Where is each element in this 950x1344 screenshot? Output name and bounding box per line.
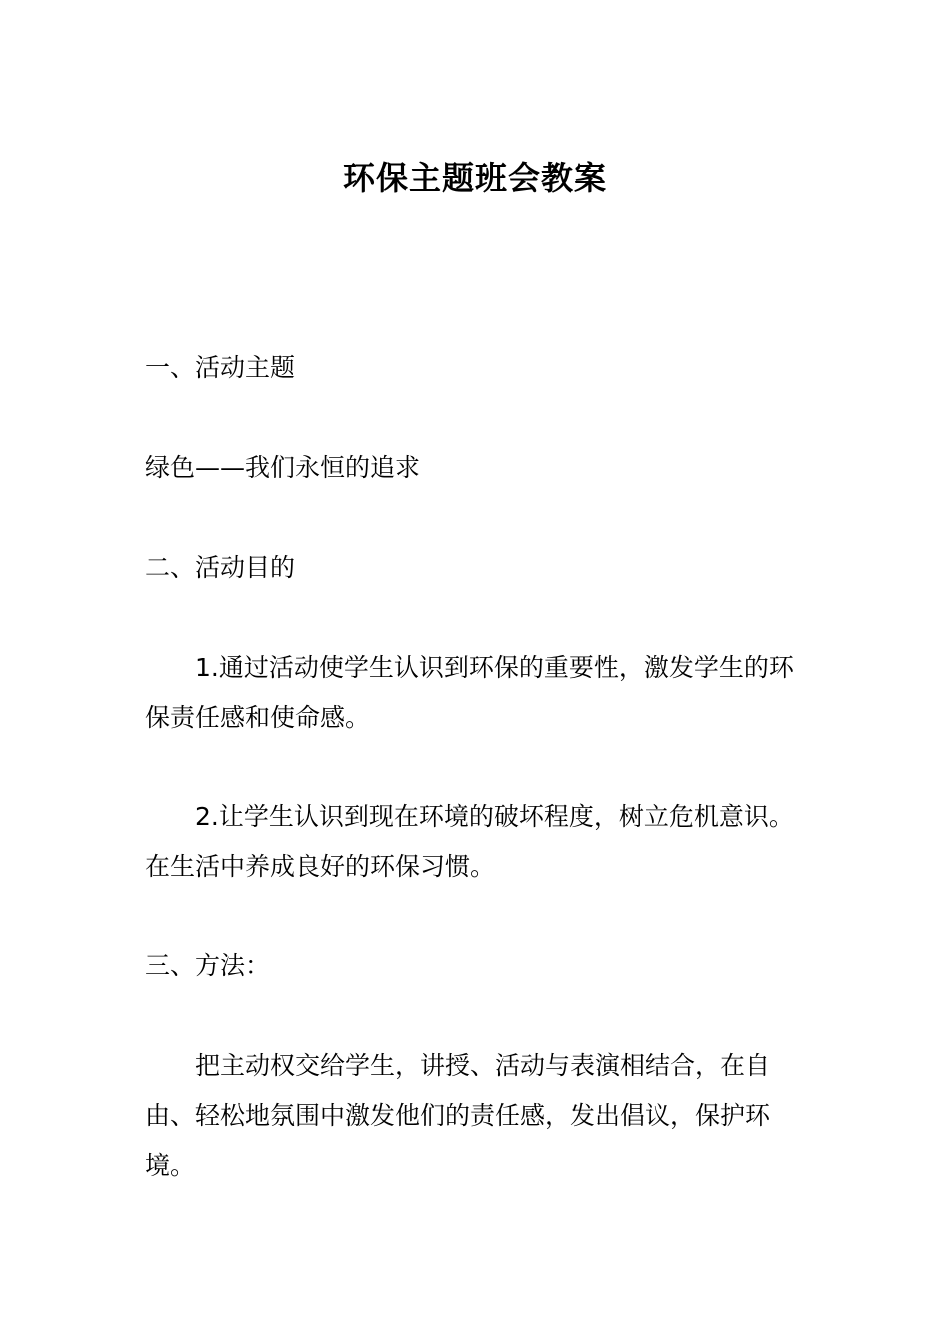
purpose-item-1: 1.通过活动使学生认识到环保的重要性，激发学生的环保责任感和使命感。 xyxy=(145,653,794,732)
section-heading-activity-purpose: 二、活动目的 xyxy=(145,553,296,582)
document-title: 环保主题班会教案 xyxy=(342,159,607,197)
section-heading-activity-theme: 一、活动主题 xyxy=(145,353,296,382)
purpose-item-2: 2.让学生认识到现在环境的破坏程度，树立危机意识。在生活中养成良好的环保习惯。 xyxy=(145,802,794,881)
method-text: 把主动权交给学生，讲授、活动与表演相结合，在自由、轻松地氛围中激发他们的责任感，发出倡议，保护环境。 xyxy=(145,1051,771,1180)
section-heading-method: 三、方法： xyxy=(145,951,271,980)
activity-theme-text: 绿色——我们永恒的追求 xyxy=(145,453,421,482)
